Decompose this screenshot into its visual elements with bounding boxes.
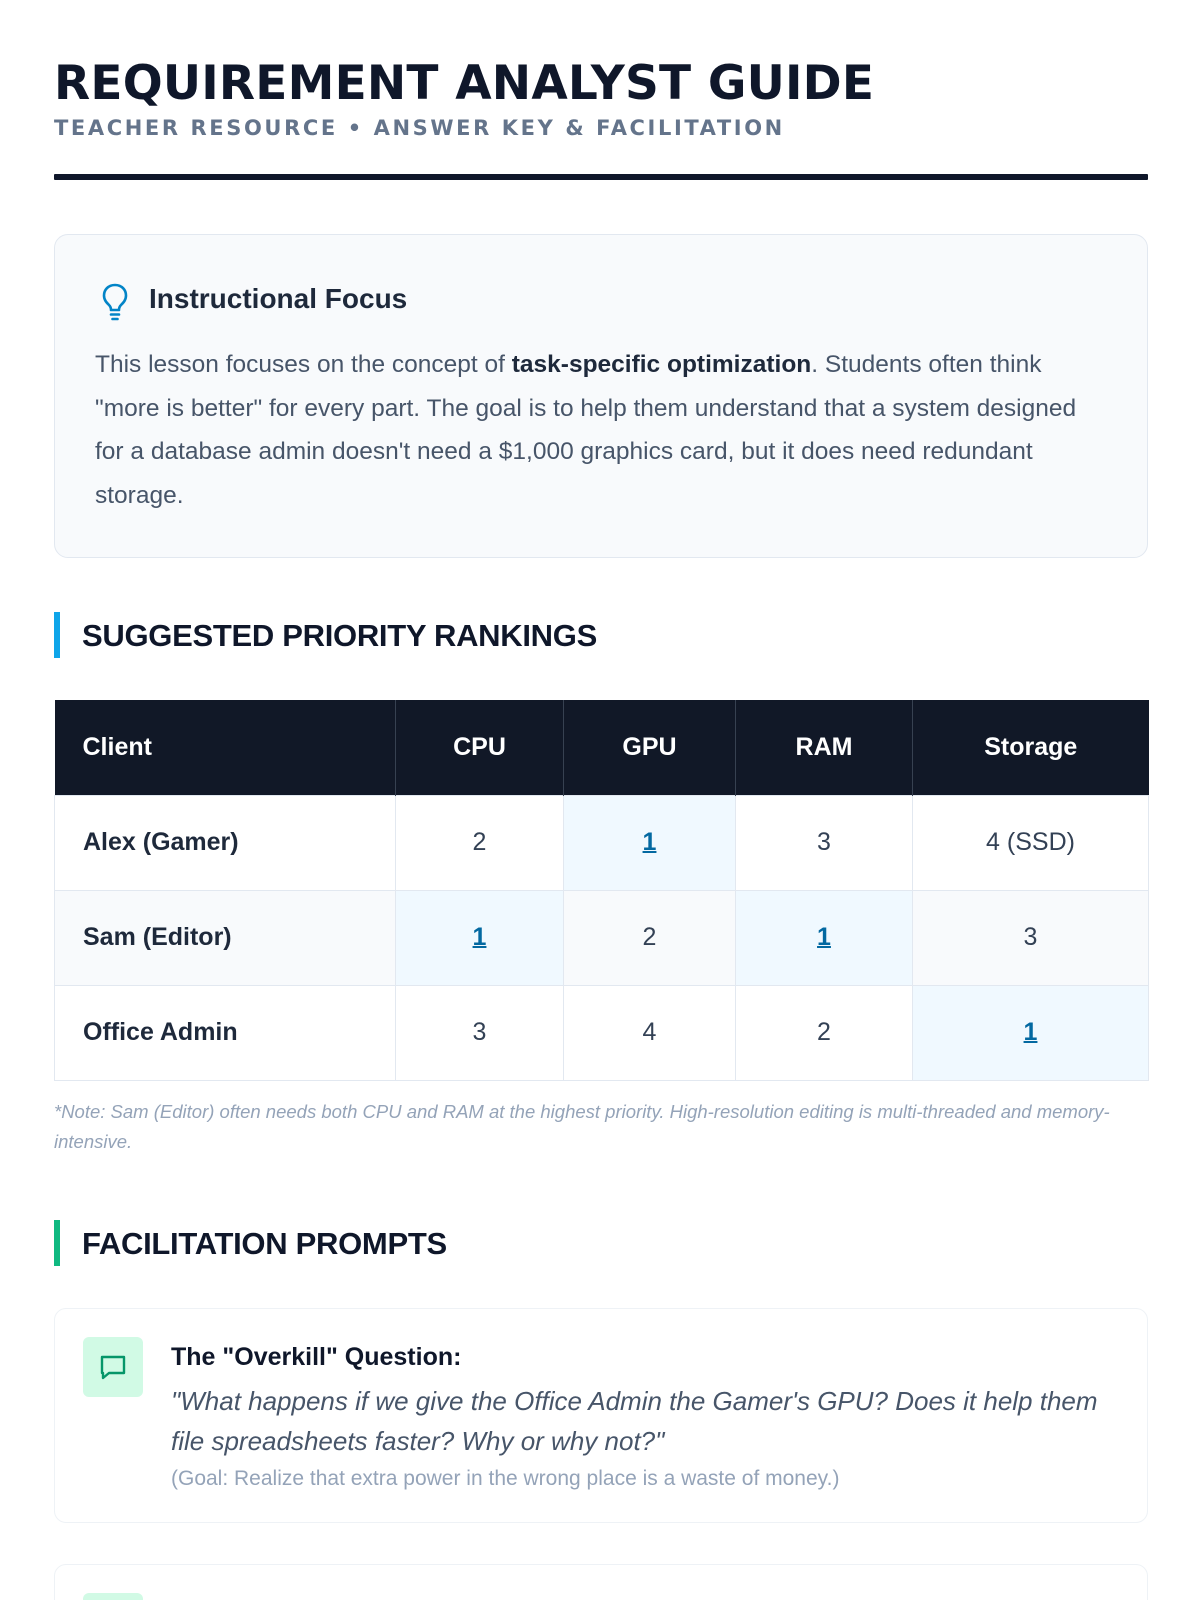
- section-title: FACILITATION PROMPTS: [82, 1226, 447, 1261]
- table-header-row: [55, 700, 1149, 795]
- table-row: [55, 985, 1149, 1080]
- facilitation-prompt-card: [54, 1308, 1148, 1523]
- facilitation-prompt-card: [54, 1564, 1148, 1600]
- header-divider: [54, 174, 1148, 180]
- rank-cell: 3: [913, 890, 1149, 985]
- instructional-focus-box: [54, 234, 1148, 558]
- rank-cell: 4 (SSD): [913, 795, 1149, 890]
- top-priority-cell: 1: [564, 795, 736, 890]
- focus-key-concept: task-specific optimization: [511, 351, 812, 378]
- chat-bubble-icon: [83, 1593, 143, 1600]
- prompt-question-label: The "Overkill" Question:: [171, 1343, 462, 1371]
- lightbulb-icon: [101, 281, 129, 323]
- section-accent-bar: [54, 612, 60, 658]
- top-priority-cell: 1: [736, 890, 913, 985]
- priority-rankings-table: [54, 700, 1149, 1081]
- column-header: Client: [55, 700, 396, 795]
- column-header: RAM: [736, 700, 913, 795]
- column-header: Storage: [913, 700, 1149, 795]
- client-cell: Sam (Editor): [55, 890, 396, 985]
- column-header: GPU: [564, 700, 736, 795]
- focus-title: Instructional Focus: [149, 283, 408, 314]
- top-priority-cell: 1: [913, 985, 1149, 1080]
- focus-paragraph: This lesson focuses on the concept of task-specific optimization. Students often think "more is better" for every part. The goal is to help them understand that a system designed for a database admin doesn't need a $1,000 graphics card, but it does need redundant storage.: [95, 351, 1077, 509]
- rank-cell: 2: [564, 890, 736, 985]
- page-subtitle: TEACHER RESOURCE • ANSWER KEY & FACILITATION: [54, 116, 785, 140]
- rank-cell: 2: [736, 985, 913, 1080]
- table-row: [55, 890, 1149, 985]
- chat-bubble-icon: [83, 1337, 143, 1397]
- section-title: SUGGESTED PRIORITY RANKINGS: [82, 618, 597, 653]
- page-title: REQUIREMENT ANALYST GUIDE: [54, 56, 875, 111]
- rank-cell: 3: [396, 985, 564, 1080]
- section-accent-bar: [54, 1220, 60, 1266]
- rank-cell: 2: [396, 795, 564, 890]
- client-cell: Alex (Gamer): [55, 795, 396, 890]
- prompt-quote: "What happens if we give the Office Admin the Gamer's GPU? Does it help them file spreadsheets faster? Why or why not?": [171, 1386, 1098, 1456]
- top-priority-cell: 1: [396, 890, 564, 985]
- table-footnote: *Note: Sam (Editor) often needs both CPU and RAM at the highest priority. High-resolution editing is multi-threaded and memory-intensive.: [54, 1101, 1110, 1152]
- table-row: [55, 795, 1149, 890]
- rank-cell: 3: [736, 795, 913, 890]
- rank-cell: 4: [564, 985, 736, 1080]
- prompt-goal: (Goal: Realize that extra power in the wrong place is a waste of money.): [171, 1467, 840, 1490]
- column-header: CPU: [396, 700, 564, 795]
- client-cell: Office Admin: [55, 985, 396, 1080]
